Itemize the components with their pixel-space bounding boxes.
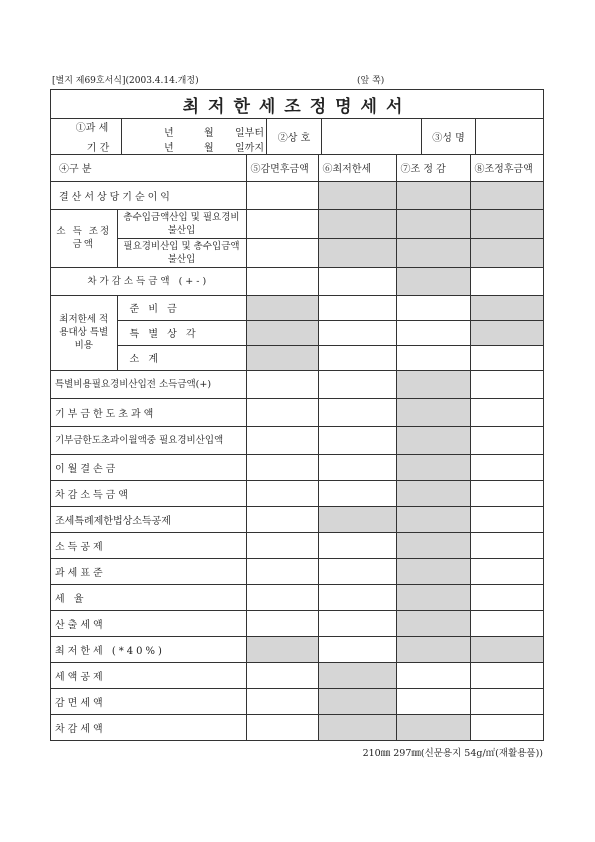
row-label-revenue-inclusion: 총수입금액산입 및 필요경비불산입 <box>117 209 246 238</box>
period-label-2: 기 간 <box>86 143 110 154</box>
value-cell[interactable] <box>246 267 318 295</box>
shaded-cell <box>470 636 543 662</box>
value-cell[interactable] <box>246 532 318 558</box>
shaded-cell <box>396 714 470 740</box>
row-label-expense-inclusion: 필요경비산입 및 총수입금액불산입 <box>117 238 246 267</box>
shaded-cell <box>318 688 396 714</box>
shaded-cell <box>396 398 470 426</box>
value-cell[interactable] <box>396 295 470 320</box>
shaded-cell <box>396 181 470 209</box>
table-row <box>51 426 543 454</box>
shaded-cell <box>246 295 318 320</box>
shaded-cell <box>470 181 543 209</box>
table-row <box>51 662 543 688</box>
value-cell[interactable] <box>470 714 543 740</box>
row-label-net-income: 결산서상당기순이익 <box>51 181 246 209</box>
row-label-tax-credit: 세액공제 <box>51 662 246 688</box>
table-row <box>51 714 543 740</box>
value-cell[interactable] <box>246 209 318 238</box>
shaded-cell <box>396 558 470 584</box>
value-cell[interactable] <box>470 610 543 636</box>
value-cell[interactable] <box>318 480 396 506</box>
shaded-cell <box>246 636 318 662</box>
value-cell[interactable] <box>470 662 543 688</box>
row-label-donation-excess: 기부금한도초과액 <box>51 398 246 426</box>
shaded-cell <box>396 506 470 532</box>
value-cell[interactable] <box>396 688 470 714</box>
table-row <box>51 532 543 558</box>
table-row <box>51 558 543 584</box>
table-row <box>51 295 543 320</box>
tax-table <box>51 155 543 740</box>
col-header-minimum-tax: ⑥최저한세 <box>318 155 396 181</box>
value-cell[interactable] <box>470 506 543 532</box>
row-label-special-deduction: 조세특례제한법상소득공제 <box>51 506 246 532</box>
page-side-label: (앞 쪽) <box>357 76 385 86</box>
shaded-cell <box>396 209 470 238</box>
shaded-cell <box>470 209 543 238</box>
shaded-cell <box>318 238 396 267</box>
table-row <box>51 480 543 506</box>
value-cell[interactable] <box>246 584 318 610</box>
company-label-text: ②상 호 <box>277 133 311 144</box>
row-label-income-deduction: 소득공제 <box>51 532 246 558</box>
table-row <box>51 267 543 295</box>
value-cell[interactable] <box>318 398 396 426</box>
period-label-1: ①과 세 <box>75 123 109 134</box>
row-label-tax-rate: 세 율 <box>51 584 246 610</box>
col-header-adjustment: ⑦조 정 감 <box>396 155 470 181</box>
shaded-cell <box>396 267 470 295</box>
form-title: 최저한세조정명세서 <box>51 90 543 119</box>
table-row <box>51 209 543 238</box>
table-row <box>51 636 543 662</box>
value-cell[interactable] <box>246 426 318 454</box>
form-frame <box>50 89 544 741</box>
value-cell[interactable] <box>318 532 396 558</box>
shaded-cell <box>246 345 318 370</box>
value-cell[interactable] <box>318 636 396 662</box>
value-cell[interactable] <box>246 454 318 480</box>
value-cell[interactable] <box>470 267 543 295</box>
shaded-cell <box>396 238 470 267</box>
shaded-cell <box>318 662 396 688</box>
value-cell[interactable] <box>470 558 543 584</box>
header-row <box>51 155 543 181</box>
value-cell[interactable] <box>246 480 318 506</box>
shaded-cell <box>396 636 470 662</box>
row-label-adjusted-income: 차가감소득금액 (+-) <box>51 267 246 295</box>
value-cell[interactable] <box>470 426 543 454</box>
row-group-special-expense: 최저한세 적용대상 특별비용 <box>51 295 117 370</box>
row-group-income-adjustment: 소 득 조정금액 <box>51 209 117 267</box>
shaded-cell <box>470 295 543 320</box>
value-cell[interactable] <box>246 558 318 584</box>
col-header-after-reduction: ⑤감면후금액 <box>246 155 318 181</box>
value-cell[interactable] <box>318 267 396 295</box>
paper-spec-footer: 210㎜ 297㎜(신문용지 54g/㎡(재활용품)) <box>362 748 543 759</box>
shaded-cell <box>470 238 543 267</box>
value-cell[interactable] <box>470 532 543 558</box>
table-row <box>51 506 543 532</box>
value-cell[interactable] <box>318 370 396 398</box>
shaded-cell <box>396 454 470 480</box>
table-row <box>51 181 543 209</box>
shaded-cell <box>396 610 470 636</box>
value-cell[interactable] <box>246 714 318 740</box>
col-header-after-adjustment: ⑧조정후금액 <box>470 155 543 181</box>
value-cell[interactable] <box>318 610 396 636</box>
row-label-tax-reduction: 감면세액 <box>51 688 246 714</box>
table-row <box>51 320 543 345</box>
form-number: [별지 제69호서식](2003.4.14.개정) <box>52 76 199 86</box>
row-label-net-income-deducted: 차감소득금액 <box>51 480 246 506</box>
table-row <box>51 238 543 267</box>
row-label-subtotal: 소 계 <box>117 345 246 370</box>
shaded-cell <box>396 584 470 610</box>
table-row <box>51 610 543 636</box>
value-cell[interactable] <box>470 345 543 370</box>
table-row <box>51 345 543 370</box>
value-cell[interactable] <box>246 610 318 636</box>
row-label-loss-carryover: 이월결손금 <box>51 454 246 480</box>
month-label-2: 월 <box>204 143 214 154</box>
col-header-division: ④구 분 <box>51 155 246 181</box>
shaded-cell <box>396 370 470 398</box>
month-label-1: 월 <box>204 128 214 139</box>
row-label-donation-carryover: 기부금한도초과이월액중 필요경비산입액 <box>51 426 246 454</box>
table-row <box>51 688 543 714</box>
value-cell[interactable] <box>318 584 396 610</box>
value-cell[interactable] <box>246 662 318 688</box>
row-label-reserve: 준 비 금 <box>117 295 246 320</box>
row-label-minimum-tax: 최저한세 (*40%) <box>51 636 246 662</box>
company-label <box>267 119 322 154</box>
value-cell[interactable] <box>318 320 396 345</box>
period-label <box>51 119 122 154</box>
value-cell[interactable] <box>246 238 318 267</box>
shaded-cell <box>318 714 396 740</box>
value-cell[interactable] <box>246 398 318 426</box>
value-cell[interactable] <box>318 558 396 584</box>
day-from-label: 일부터 <box>235 128 264 139</box>
value-cell[interactable] <box>318 426 396 454</box>
year-label-2: 년 <box>164 143 174 154</box>
value-cell[interactable] <box>470 688 543 714</box>
value-cell[interactable] <box>470 370 543 398</box>
shaded-cell <box>470 320 543 345</box>
value-cell[interactable] <box>396 662 470 688</box>
value-cell[interactable] <box>470 480 543 506</box>
value-cell[interactable] <box>396 345 470 370</box>
value-cell[interactable] <box>246 506 318 532</box>
value-cell[interactable] <box>470 454 543 480</box>
value-cell[interactable] <box>246 688 318 714</box>
shaded-cell <box>318 181 396 209</box>
name-label <box>422 119 476 154</box>
row-label-net-tax: 차감세액 <box>51 714 246 740</box>
value-cell[interactable] <box>470 584 543 610</box>
shaded-cell <box>396 480 470 506</box>
year-label-1: 년 <box>164 128 174 139</box>
value-cell[interactable] <box>246 181 318 209</box>
row-label-pre-special-income: 특별비용필요경비산입전 소득금액(+) <box>51 370 246 398</box>
table-row <box>51 398 543 426</box>
value-cell[interactable] <box>470 398 543 426</box>
table-row <box>51 584 543 610</box>
shaded-cell <box>318 209 396 238</box>
shaded-cell <box>318 506 396 532</box>
shaded-cell <box>246 320 318 345</box>
row-label-tax-base: 과세표준 <box>51 558 246 584</box>
table-row <box>51 370 543 398</box>
value-cell[interactable] <box>318 345 396 370</box>
value-cell[interactable] <box>396 320 470 345</box>
info-row <box>51 119 543 155</box>
row-label-calculated-tax: 산출세액 <box>51 610 246 636</box>
name-field[interactable] <box>476 119 543 154</box>
shaded-cell <box>396 426 470 454</box>
day-to-label: 일까지 <box>235 143 264 154</box>
name-label-text: ③성 명 <box>432 133 465 144</box>
row-label-special-depreciation: 특 별 상 각 <box>117 320 246 345</box>
shaded-cell <box>396 532 470 558</box>
period-field[interactable] <box>122 119 267 154</box>
table-row <box>51 454 543 480</box>
value-cell[interactable] <box>318 454 396 480</box>
value-cell[interactable] <box>318 295 396 320</box>
value-cell[interactable] <box>246 370 318 398</box>
company-field[interactable] <box>322 119 422 154</box>
